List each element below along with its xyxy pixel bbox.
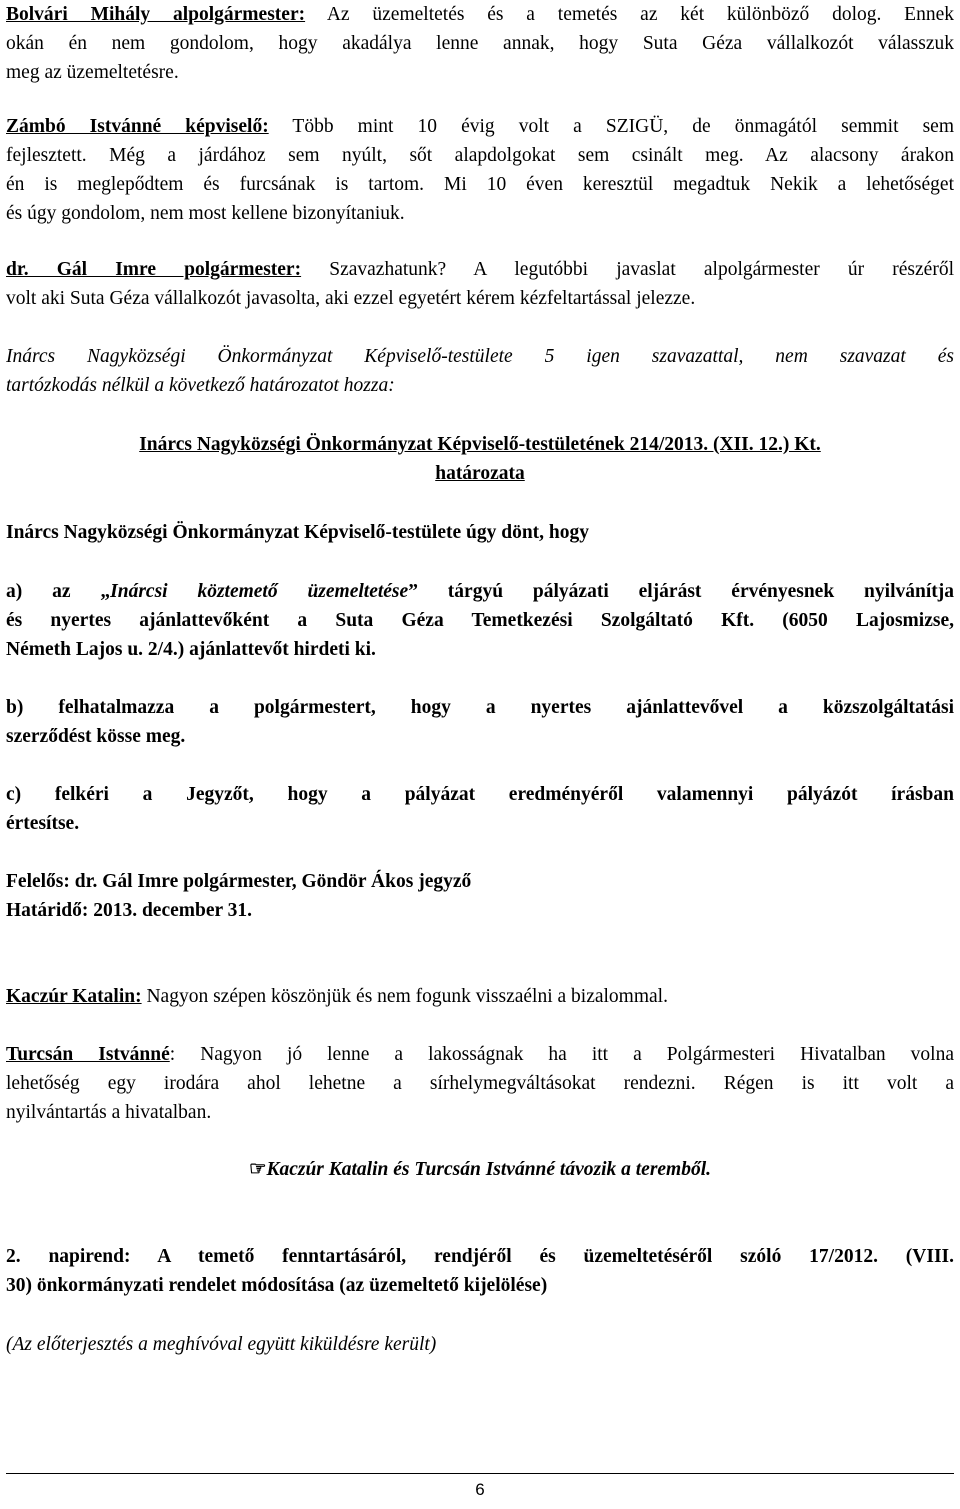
text-line: 30) önkormányzati rendelet módosítása (az üzemeltető kijelölése) <box>6 1275 548 1296</box>
resolution-title-line: határozata <box>435 463 525 484</box>
text-line: meg az üzemeltetésre. <box>6 62 179 83</box>
text-line: : Nagyon jó lenne a lakosságnak ha itt a Polgármesteri Hivatalban volna <box>169 1044 954 1065</box>
text-line: b) felhatalmazza a polgármestert, hogy a nyertes ajánlattevővel a közszolgáltatási <box>6 697 954 718</box>
text-line: c) felkéri a Jegyzőt, hogy a pályázat eredményéről valamennyi pályázót írásban <box>6 784 954 805</box>
paragraph-bolvari <box>6 0 954 87</box>
speaker-name: dr. Gál Imre polgármester: <box>6 259 302 280</box>
deadline-line: Határidő: 2013. december 31. <box>6 900 253 921</box>
text-line: nyilvántartás a hivatalban. <box>6 1102 212 1123</box>
text-line: 2. napirend: A temető fenntartásáról, rendjéről és üzemeltetéséről szóló 17/2012. (VIII. <box>6 1246 954 1267</box>
text-line: Szavazhatunk? A legutóbbi javaslat alpolgármester úr részéről <box>329 259 954 280</box>
text-line: Németh Lajos u. 2/4.) ajánlattevőt hirdeti ki. <box>6 639 376 660</box>
agenda-note <box>6 1330 954 1359</box>
departure-text: Kaczúr Katalin és Turcsán Istvánné távozik a teremből. <box>266 1159 712 1180</box>
paragraph-turcsan <box>6 1040 954 1127</box>
page-number: 6 <box>475 1480 485 1499</box>
text-line: én is meglepődtem és furcsának is tartom. Mi 10 éven keresztül megadtuk Nekik a lehetőséget <box>6 174 954 195</box>
text-line: a) az „Inárcsi köztemető üzemeltetése” tárgyú pályázati eljárást érvényesnek nyilvánítja <box>6 581 954 602</box>
paragraph-kaczur <box>6 982 954 1011</box>
paragraph-gal <box>6 255 954 313</box>
text-line: Nagyon szépen köszönjük és nem fogunk visszaélni a bizalommal. <box>146 986 668 1007</box>
text-line: Inárcs Nagyközségi Önkormányzat Képviselő-testülete 5 igen szavazattal, nem szavazat és <box>6 346 954 367</box>
text-line: fejlesztett. Még a járdához sem nyúlt, sőt alapdolgokat sem csinált meg. Az alacsony árakon <box>6 145 954 166</box>
departure-note <box>6 1155 954 1184</box>
speaker-name: Zámbó Istvánné képviselő: <box>6 116 269 137</box>
agenda-item <box>6 1242 954 1300</box>
text-line: Több mint 10 évig volt a SZIGÜ, de önmagától semmit sem <box>292 116 954 137</box>
text-line: szerződést kösse meg. <box>6 726 186 747</box>
resolution-intro <box>6 518 954 547</box>
speaker-name: Turcsán Istvánné <box>6 1044 170 1065</box>
text-line: lehetőség egy irodára ahol lehetne a sírhelymegváltásokat rendezni. Régen is itt volt a <box>6 1073 954 1094</box>
text-line: és nyertes ajánlattevőként a Suta Géza Temetkezési Szolgáltató Kft. (6050 Lajosmizse, <box>6 610 954 631</box>
text-line: értesítse. <box>6 813 80 834</box>
text-line: Inárcs Nagyközségi Önkormányzat Képviselő-testülete úgy dönt, hogy <box>6 522 590 543</box>
resolution-item-c <box>6 780 954 838</box>
resolution-item-b <box>6 693 954 751</box>
text-line: tartózkodás nélkül a következő határozatot hozza: <box>6 375 395 396</box>
text-line: Az üzemeltetés és a temetés az két különböző dolog. Ennek <box>326 4 954 25</box>
responsible-line: Felelős: dr. Gál Imre polgármester, Göndör Ákos jegyző <box>6 871 472 892</box>
text-line: és úgy gondolom, nem most kellene bizonyítaniuk. <box>6 203 405 224</box>
paragraph-zambo <box>6 112 954 228</box>
resolution-title <box>6 430 954 488</box>
vote-statement <box>6 342 954 400</box>
pointing-hand-icon: ☞ <box>248 1159 267 1180</box>
footer-divider <box>6 1473 954 1474</box>
text-line: volt aki Suta Géza vállalkozót javasolta, aki ezzel egyetért kérem kézfeltartással jelezze. <box>6 288 696 309</box>
speaker-name: Bolvári Mihály alpolgármester: <box>6 4 306 25</box>
responsible-deadline <box>6 867 954 925</box>
text-line: okán én nem gondolom, hogy akadálya lenne annak, hogy Suta Géza vállalkozót válasszuk <box>6 33 954 54</box>
speaker-name: Kaczúr Katalin: <box>6 986 142 1007</box>
resolution-item-a <box>6 577 954 664</box>
text-line: (Az előterjesztés a meghívóval együtt kiküldésre került) <box>6 1334 437 1355</box>
resolution-title-line: Inárcs Nagyközségi Önkormányzat Képviselő-testületének 214/2013. (XII. 12.) Kt. <box>139 434 821 455</box>
